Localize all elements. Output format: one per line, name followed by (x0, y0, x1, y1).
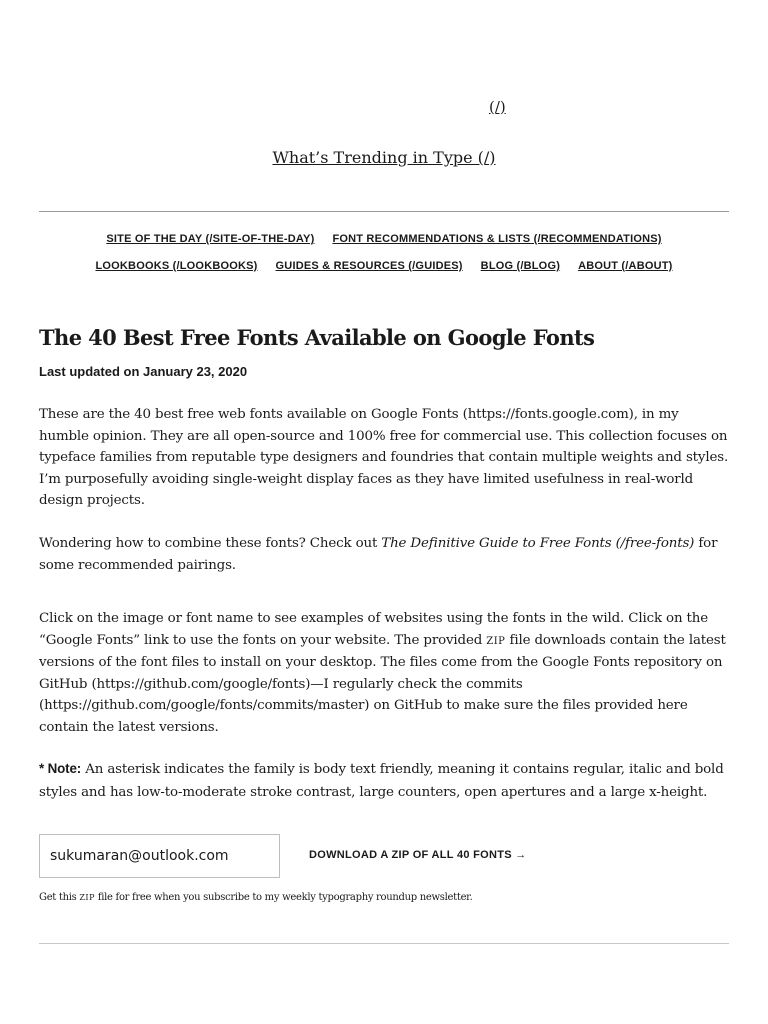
zip-label: ZIP (486, 635, 506, 647)
nav-about[interactable]: ABOUT (/ABOUT) (578, 260, 673, 272)
pairings-text-end: for some recommended pairings. (39, 536, 718, 573)
intro-paragraph: These are the 40 best free web fonts available on Google Fonts (https://fonts.google.com), in my humble opinion. They are all open-source and 100% free for commercial use. This collection focuses on typeface families from reputable type designers and foundries that contain multiple weights and styles. I’m purposefully avoiding single-weight display faces as they have limited usefulness in real-world design projects. (39, 407, 729, 508)
home-link[interactable]: (/) (489, 98, 506, 116)
free-fonts-guide-link[interactable]: The Definitive Guide to Free Fonts (/free-fonts) (381, 536, 695, 551)
subscribe-note (39, 892, 472, 903)
nav-guides[interactable]: GUIDES & RESOURCES (/GUIDES) (275, 260, 463, 272)
main-nav (39, 230, 729, 284)
instructions-text: Click on the image or font name to see examples of websites using the fonts in the wild. Click on the “Google Fonts” link to use the fonts on your website. The provided (39, 611, 709, 648)
note-text: An asterisk indicates the family is body text friendly, meaning it contains regular, italic and bold styles and has low-to-moderate stroke contrast, large counters, open apertures and a large x-height. (39, 762, 724, 800)
divider (39, 211, 729, 212)
nav-row (39, 230, 729, 257)
trending-header (0, 148, 768, 167)
nav-site-of-the-day[interactable]: SITE OF THE DAY (/SITE-OF-THE-DAY) (106, 233, 315, 245)
nav-lookbooks[interactable]: LOOKBOOKS (/LOOKBOOKS) (95, 260, 258, 272)
last-updated: Last updated on January 23, 2020 (39, 364, 248, 379)
pairings-paragraph (39, 533, 729, 576)
download-zip-button[interactable]: DOWNLOAD A ZIP OF ALL 40 FONTS → (309, 849, 527, 861)
nav-blog[interactable]: BLOG (/BLOG) (480, 260, 561, 272)
note-label: * Note: (39, 761, 82, 776)
instructions-text-end: file downloads contain the latest versions of the font files to install on your desktop. The files come from the Google Fonts repository on GitHub (https://github.com/google/fonts)—I regularly check the commits (https://github.com/google/fonts/commits/master) on GitHub to make sure the files provided here contain the latest versions. (39, 632, 726, 735)
instructions-paragraph (39, 608, 729, 738)
divider (39, 943, 729, 944)
subscribe-note-text-end: file for free when you subscribe to my weekly typography roundup newsletter. (94, 892, 473, 903)
zip-label-small: ZIP (79, 893, 95, 902)
nav-recommendations[interactable]: FONT RECOMMENDATIONS & LISTS (/RECOMMENDATIONS) (332, 233, 662, 245)
subscribe-note-text: Get this (39, 892, 80, 903)
pairings-text: Wondering how to combine these fonts? Check out (39, 536, 382, 551)
trending-link[interactable]: What’s Trending in Type (/) (272, 148, 496, 167)
email-input[interactable] (39, 834, 280, 878)
note-paragraph (39, 757, 729, 804)
nav-row (39, 257, 729, 284)
page-title: The 40 Best Free Fonts Available on Google Fonts (39, 325, 595, 350)
